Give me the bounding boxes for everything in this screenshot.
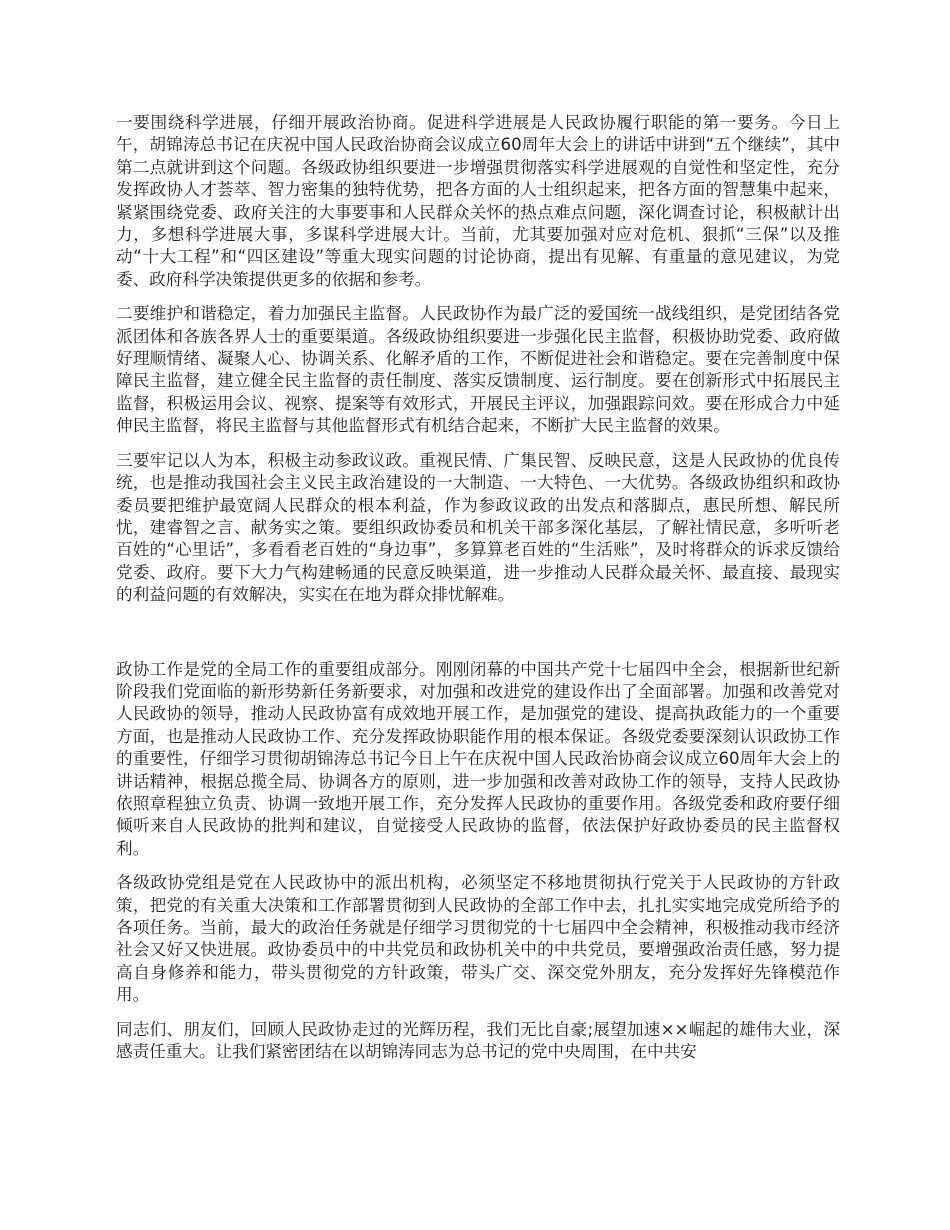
- paragraph-supervision: 二要维护和谐稳定，着力加强民主监督。人民政协作为最广泛的爱国统一战线组织，是党团结各党派团体和各族各界人士的重要渠道。各级政协组织要进一步强化民主监督，积极协助党委、政府做好理顺情绪、凝聚人心、协调关系、化解矛盾的工作，不断促进社会和谐稳定。要在完善制度中保障民主监督，建立健全民主监督的责任制度、落实反馈制度、运行制度。要在创新形式中拓展民主监督，积极运用会议、视察、提案等有效形式，开展民主评议，加强跟踪问效。要在形成合力中延伸民主监督，将民主监督与其他监督形式有机结合起来，不断扩大民主监督的效果。: [116, 304, 840, 436]
- document-body: [116, 112, 840, 1075]
- paragraph-participation: 三要牢记以人为本，积极主动参政议政。重视民情、广集民智、反映民意，这是人民政协的优良传统，也是推动我国社会主义民主政治建设的一大制造、一大特色、一大优势。各级政协组织和政协委员要把维护最宽阔人民群众的根本利益，作为参政议政的出发点和落脚点，惠民所想、解民所忧，建睿智之言、献务实之策。要组织政协委员和机关干部多深化基层，了解社情民意，多听听老百姓的“心里话”，多看看老百姓的“身边事”，多算算老百姓的“生活账”，及时将群众的诉求反馈给党委、政府。要下大力气构建畅通的民意反映渠道，进一步推动人民群众最关怀、最直接、最现实的利益问题的有效解决，实实在在地为群众排忧解难。: [116, 450, 840, 605]
- paragraph-party-leadership: 政协工作是党的全局工作的重要组成部分。刚刚闭幕的中国共产党十七届四中全会，根据新世纪新阶段我们党面临的新形势新任务新要求，对加强和改进党的建设作出了全面部署。加强和改善党对人民政协的领导，推动人民政协富有成效地开展工作，是加强党的建设、提高执政能力的一个重要方面，也是推动人民政协工作、充分发挥政协职能作用的根本保证。各级党委要深刻认识政协工作的重要性，仔细学习贯彻胡锦涛总书记今日上午在庆祝中国人民政治协商会议成立60周年大会上的讲话精神，根据总揽全局、协调各方的原则，进一步加强和改善对政协工作的领导，支持人民政协依照章程独立负责、协调一致地开展工作，充分发挥人民政协的重要作用。各级党委和政府要仔细倾听来自人民政协的批判和建议，自觉接受人民政协的监督，依法保护好政协委员的民主监督权利。: [116, 659, 840, 858]
- paragraph-consultation: 一要围绕科学进展，仔细开展政治协商。促进科学进展是人民政协履行职能的第一要务。今日上午，胡锦涛总书记在庆祝中国人民政治协商会议成立60周年大会上的讲话中讲到“五个继续”，其中第二点就讲到这个问题。各级政协组织要进一步增强贯彻落实科学进展观的自觉性和坚定性，充分发挥政协人才荟萃、智力密集的独特优势，把各方面的人士组织起来，把各方面的智慧集中起来，紧紧围绕党委、政府关注的大事要事和人民群众关怀的热点难点问题，深化调查讨论，积极献计出力，多想科学进展大事，多谋科学进展大计。当前，尤其要加强对应对危机、狠抓“三保”以及推动“十大工程”和“四区建设”等重大现实问题的讨论协商，提出有见解、有重量的意见建议，为党委、政府科学决策提供更多的依据和参考。: [116, 113, 840, 289]
- paragraph-closing: 同志们、朋友们，回顾人民政协走过的光辉历程，我们无比自豪;展望加速××崛起的雄伟大业，深感责任重大。让我们紧密团结在以胡锦涛同志为总书记的党中央周围，在中共安: [116, 1019, 840, 1062]
- paragraph-party-group: 各级政协党组是党在人民政协中的派出机构，必须坚定不移地贯彻执行党关于人民政协的方针政策，把党的有关重大决策和工作部署贯彻到人民政协的全部工作中去，扎扎实实地完成党所给予的各项任务。当前，最大的政治任务就是仔细学习贯彻党的十七届四中全会精神，积极推动我市经济社会又好又快进展。政协委员中的中共党员和政协机关中的中共党员，要增强政治责任感，努力提高自身修养和能力，带头贯彻党的方针政策，带头广交、深交党外朋友，充分发挥好先锋模范作用。: [116, 873, 840, 1005]
- section-spacer: [116, 619, 840, 659]
